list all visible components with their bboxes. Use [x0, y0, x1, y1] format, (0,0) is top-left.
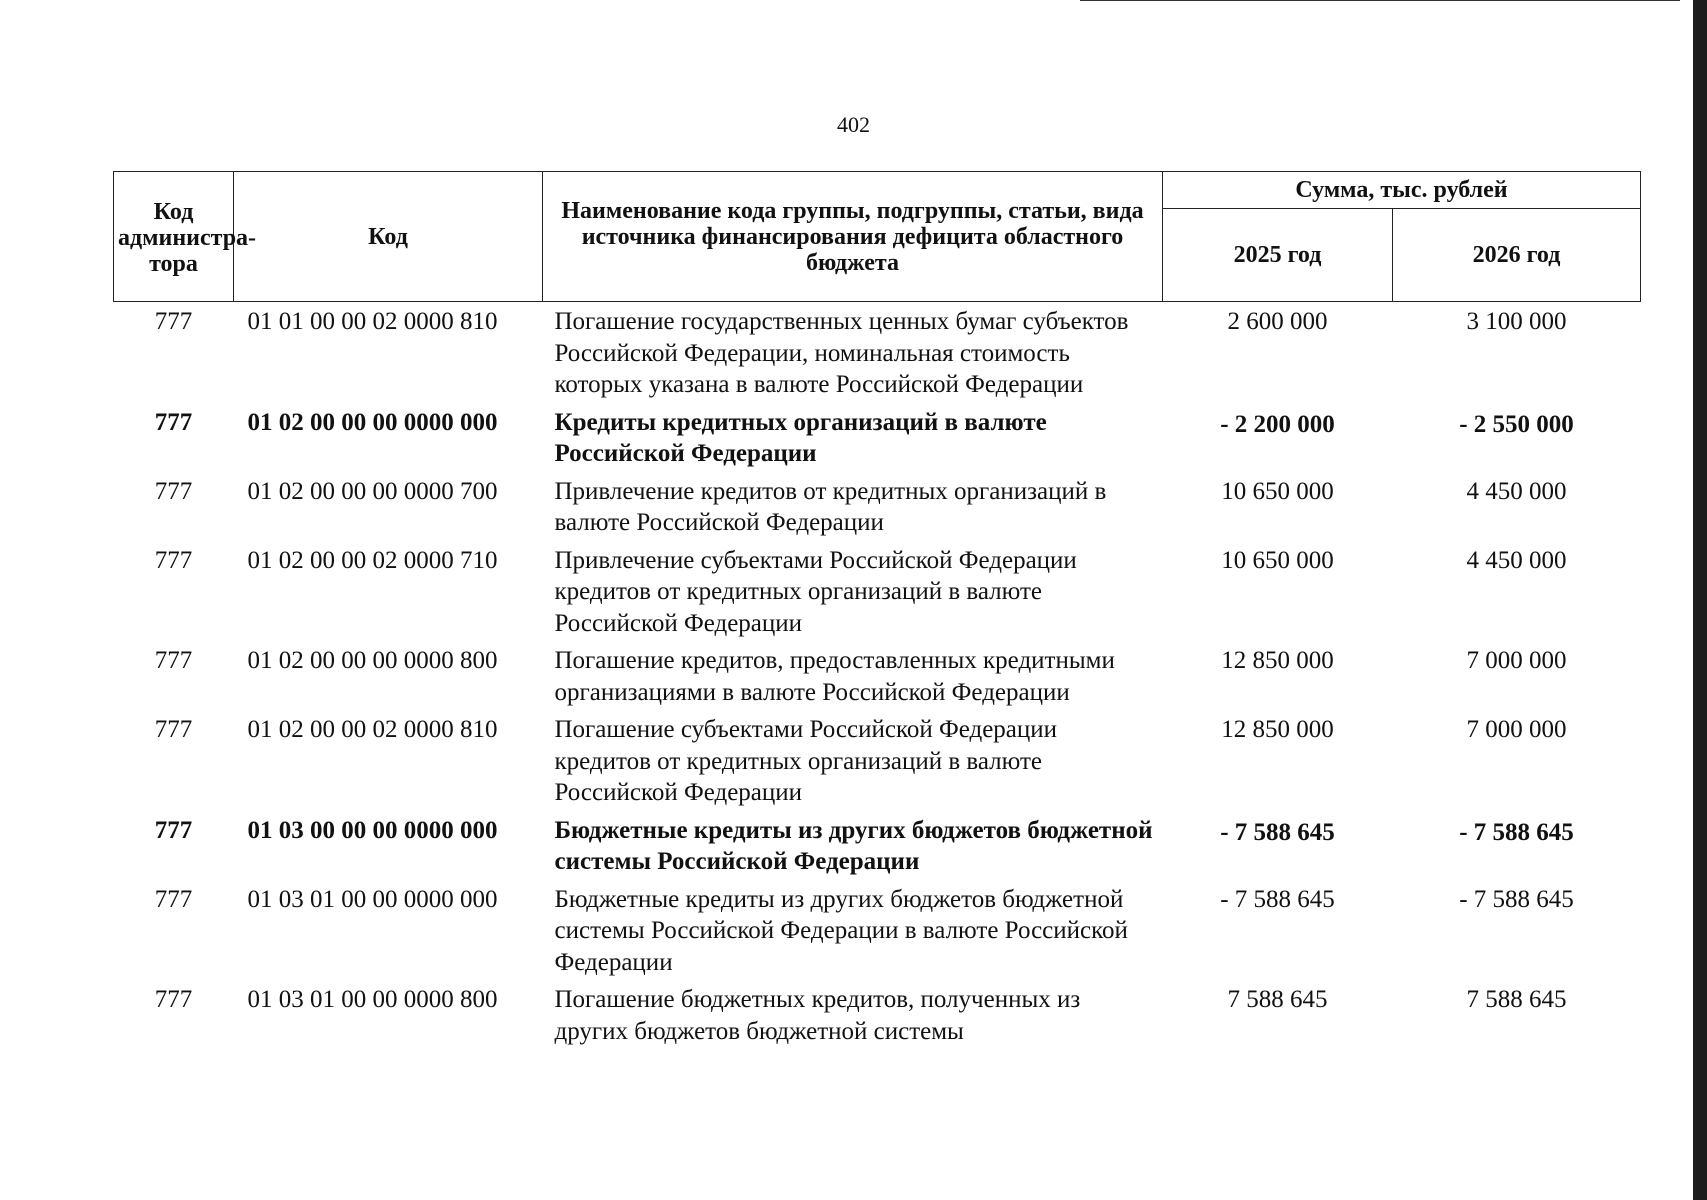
cell-name: Погашение бюджетных кредитов, полученных из других бюджетов бюджетной системы [554, 986, 1081, 1045]
scan-right-edge [1693, 0, 1707, 1200]
cell-code: 01 02 00 00 02 0000 810 [247, 716, 498, 743]
table-row [114, 302, 1641, 407]
budget-sources-table [113, 171, 1641, 1053]
cell-code: 01 02 00 00 00 0000 700 [247, 477, 498, 505]
table-row [114, 476, 1641, 545]
table-row [114, 407, 1641, 476]
table-header [114, 172, 1641, 302]
cell-code: 01 03 00 00 00 0000 000 [247, 816, 498, 844]
cell-sum-2026: - 7 588 645 [1459, 885, 1574, 913]
cell-code: 01 01 00 00 02 0000 810 [247, 308, 498, 335]
cell-code: 01 02 00 00 00 0000 800 [247, 647, 498, 674]
cell-admin-code: 777 [154, 308, 193, 335]
cell-name: Бюджетные кредиты из других бюджетов бюджетной системы Российской Федерации в валюте Российской Федерации [554, 885, 1128, 976]
cell-sum-2025: - 2 200 000 [1220, 410, 1335, 438]
cell-sum-2026: 7 588 645 [1466, 986, 1567, 1013]
table-row [114, 884, 1641, 985]
header-year-2025-label: 2025 год [1233, 242, 1322, 268]
table-row [114, 714, 1641, 815]
header-sum-group-label: Сумма, тыс. рублей [1295, 177, 1508, 203]
header-admin-code [114, 172, 257, 302]
cell-admin-code: 777 [154, 408, 193, 436]
cell-name: Привлечение кредитов от кредитных организаций в валюте Российской Федерации [554, 477, 1107, 536]
cell-name: Бюджетные кредиты из других бюджетов бюджетной системы Российской Федерации [554, 816, 1153, 875]
cell-name: Привлечение субъектами Российской Федерации кредитов от кредитных организаций в валюте Российской Федерации [554, 546, 1077, 637]
cell-admin-code: 777 [154, 647, 193, 674]
table-body [114, 302, 1641, 1054]
cell-sum-2026: 3 100 000 [1466, 308, 1567, 335]
header-sum-group [1163, 172, 1641, 209]
header-name [543, 172, 1163, 302]
cell-code: 01 02 00 00 00 0000 000 [247, 408, 498, 436]
cell-sum-2026: - 2 550 000 [1459, 410, 1574, 438]
cell-sum-2025: 10 650 000 [1221, 546, 1334, 574]
cell-sum-2025: - 7 588 645 [1220, 885, 1335, 913]
cell-sum-2026: 4 450 000 [1466, 546, 1567, 574]
cell-name: Погашение кредитов, предоставленных кредитными организациями в валюте Российской Федерации [554, 647, 1115, 706]
cell-sum-2025: 7 588 645 [1227, 986, 1328, 1013]
cell-admin-code: 777 [154, 546, 193, 574]
table-row [114, 545, 1641, 646]
header-year-2026 [1393, 209, 1641, 302]
cell-sum-2025: 10 650 000 [1221, 477, 1334, 505]
header-name-label: Наименование кода группы, подгруппы, статьи, вида источника финансирования дефицита областного бюджета [561, 197, 1144, 276]
cell-sum-2026: - 7 588 645 [1459, 818, 1574, 846]
cell-code: 01 03 01 00 00 0000 000 [247, 885, 498, 913]
header-year-2026-label: 2026 год [1472, 242, 1561, 268]
cell-sum-2025: 2 600 000 [1227, 308, 1328, 335]
header-admin-code-label: Код администра-тора [118, 198, 257, 277]
table-row [114, 645, 1641, 714]
cell-admin-code: 777 [154, 716, 193, 743]
cell-sum-2025: 12 850 000 [1221, 647, 1334, 674]
cell-sum-2025: 12 850 000 [1221, 716, 1334, 743]
cell-name: Погашение субъектами Российской Федерации кредитов от кредитных организаций в валюте Российской Федерации [554, 716, 1058, 806]
scan-top-line [1080, 0, 1680, 1]
page-number: 402 [837, 112, 870, 137]
cell-name: Кредиты кредитных организаций в валюте Российской Федерации [554, 408, 1047, 467]
cell-sum-2026: 7 000 000 [1466, 716, 1567, 743]
cell-sum-2026: 7 000 000 [1466, 647, 1567, 674]
cell-admin-code: 777 [154, 816, 193, 844]
cell-admin-code: 777 [154, 986, 193, 1013]
header-year-2025 [1163, 209, 1393, 302]
table-row [114, 984, 1641, 1053]
cell-code: 01 02 00 00 02 0000 710 [247, 546, 498, 574]
cell-admin-code: 777 [154, 885, 193, 913]
header-code-label: Код [368, 223, 408, 250]
cell-sum-2026: 4 450 000 [1466, 477, 1567, 505]
budget-sources-table-wrapper [113, 171, 1640, 1053]
table-row [114, 815, 1641, 884]
cell-code: 01 03 01 00 00 0000 800 [247, 986, 498, 1013]
cell-name: Погашение государственных ценных бумаг субъектов Российской Федерации, номинальная стоимость которых указана в валюте Российской Федерации [554, 308, 1129, 398]
cell-admin-code: 777 [154, 477, 193, 505]
cell-sum-2025: - 7 588 645 [1220, 818, 1335, 846]
header-code [234, 172, 543, 302]
